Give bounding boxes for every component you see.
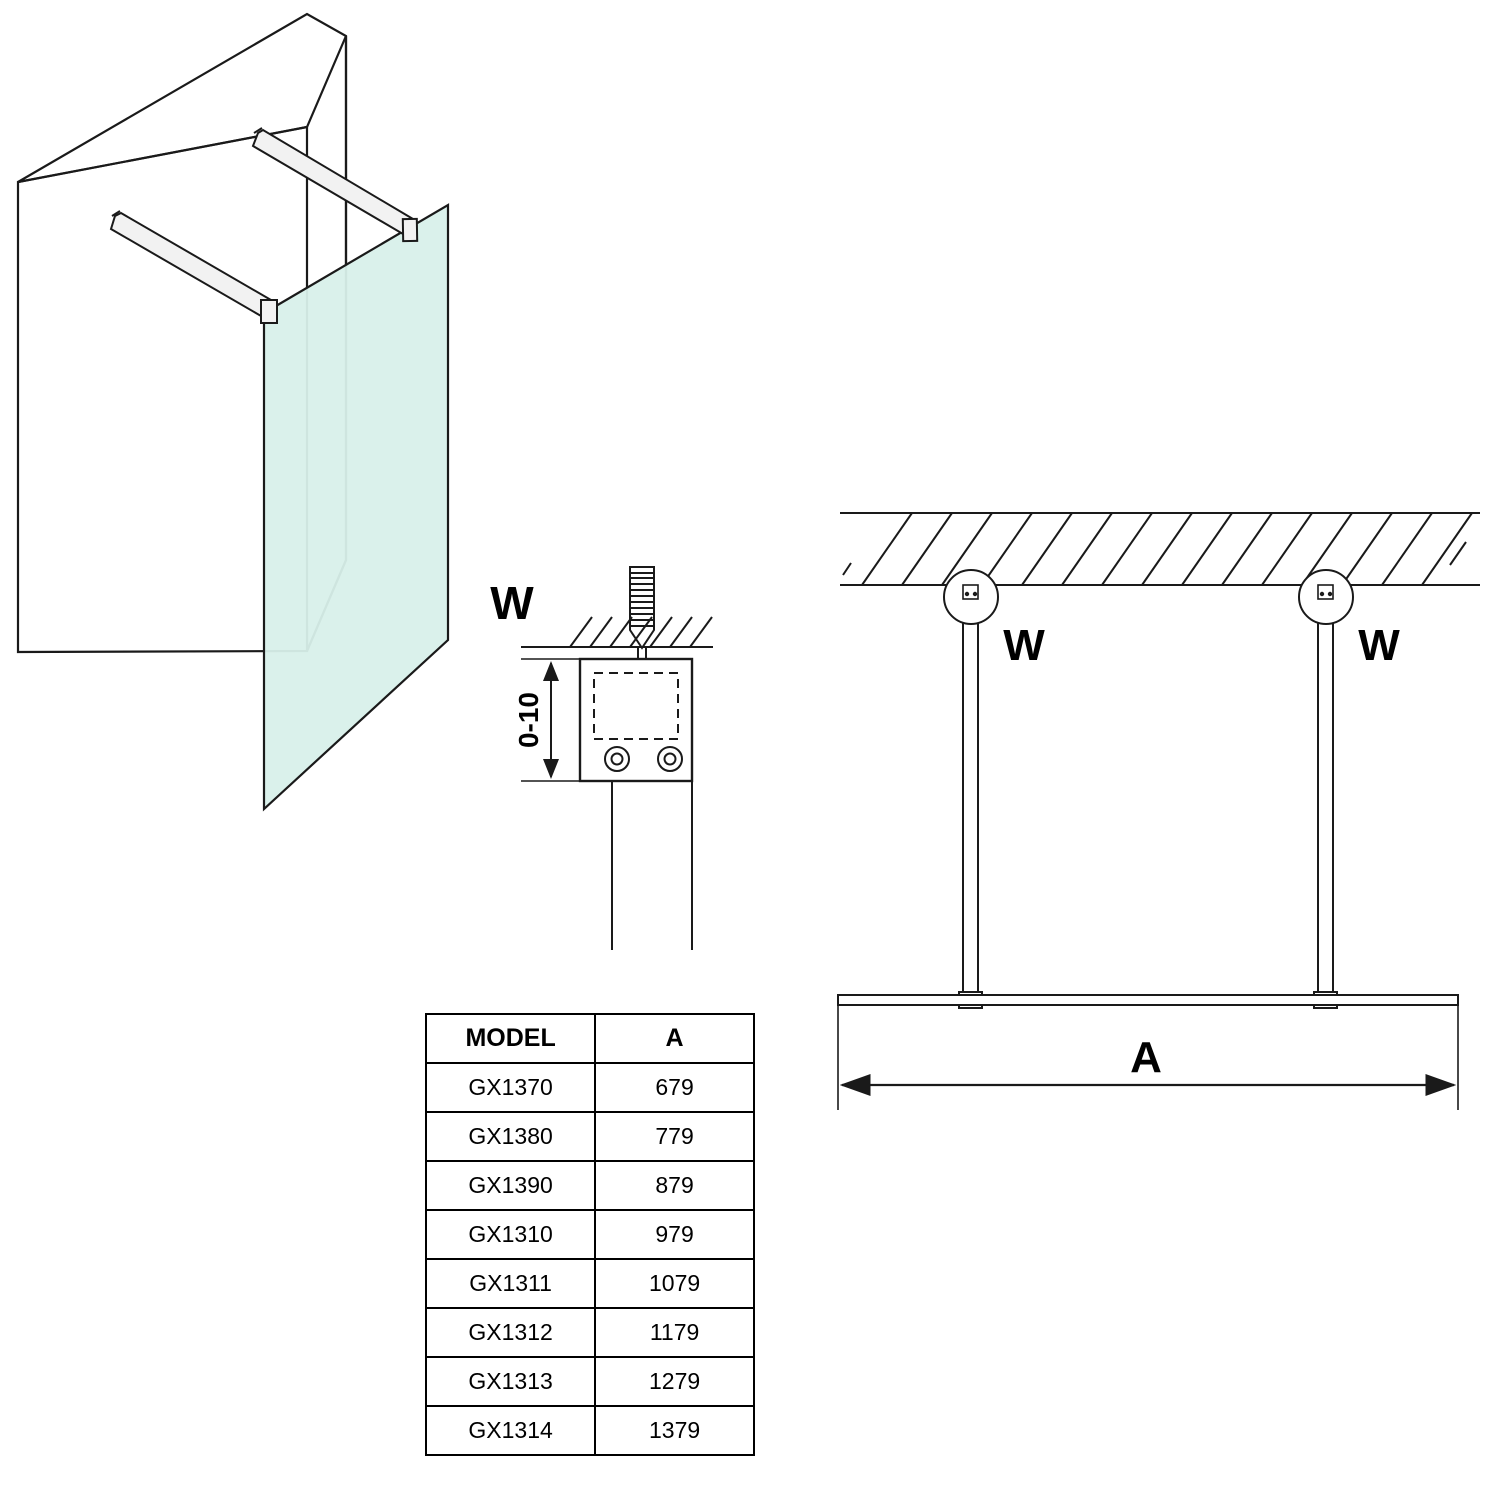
table-row [426,1210,754,1259]
detail-dimension-label: 0-10 [513,691,544,749]
table-row [426,1161,754,1210]
plan-w-left-label: W [1003,621,1045,670]
cell-a: 779 [595,1112,754,1161]
bracket-detail-view [490,567,713,950]
cell-a: 879 [595,1161,754,1210]
table-header-a: A [595,1014,754,1063]
cell-model: GX1370 [426,1063,595,1112]
support-bar-icon [944,570,998,1008]
table-header-row [426,1014,754,1063]
cell-a: 1379 [595,1406,754,1455]
table-row [426,1063,754,1112]
support-bar-icon [1299,570,1353,1008]
table-row [426,1259,754,1308]
cell-a: 1179 [595,1308,754,1357]
table-row [426,1357,754,1406]
isometric-view [18,14,448,809]
cell-a: 1279 [595,1357,754,1406]
plan-w-right-label: W [1358,621,1400,670]
plan-a-label: A [1130,1033,1162,1082]
cell-a: 1079 [595,1259,754,1308]
cell-model: GX1311 [426,1259,595,1308]
cell-a: 979 [595,1210,754,1259]
cell-model: GX1310 [426,1210,595,1259]
plan-view [838,513,1480,1110]
table-row [426,1308,754,1357]
cell-model: GX1312 [426,1308,595,1357]
model-dimension-table [425,1013,755,1456]
wall-bracket-icon [580,659,692,950]
detail-w-label: W [490,577,534,629]
table-header-model: MODEL [426,1014,595,1063]
cell-a: 679 [595,1063,754,1112]
cell-model: GX1390 [426,1161,595,1210]
glass-panel-icon [264,205,448,809]
glass-panel-icon [838,995,1458,1005]
cell-model: GX1313 [426,1357,595,1406]
table-row [426,1112,754,1161]
cell-model: GX1380 [426,1112,595,1161]
cell-model: GX1314 [426,1406,595,1455]
table-row [426,1406,754,1455]
wall-hatching-icon [840,513,1480,585]
wall-hatching-icon [521,617,713,647]
